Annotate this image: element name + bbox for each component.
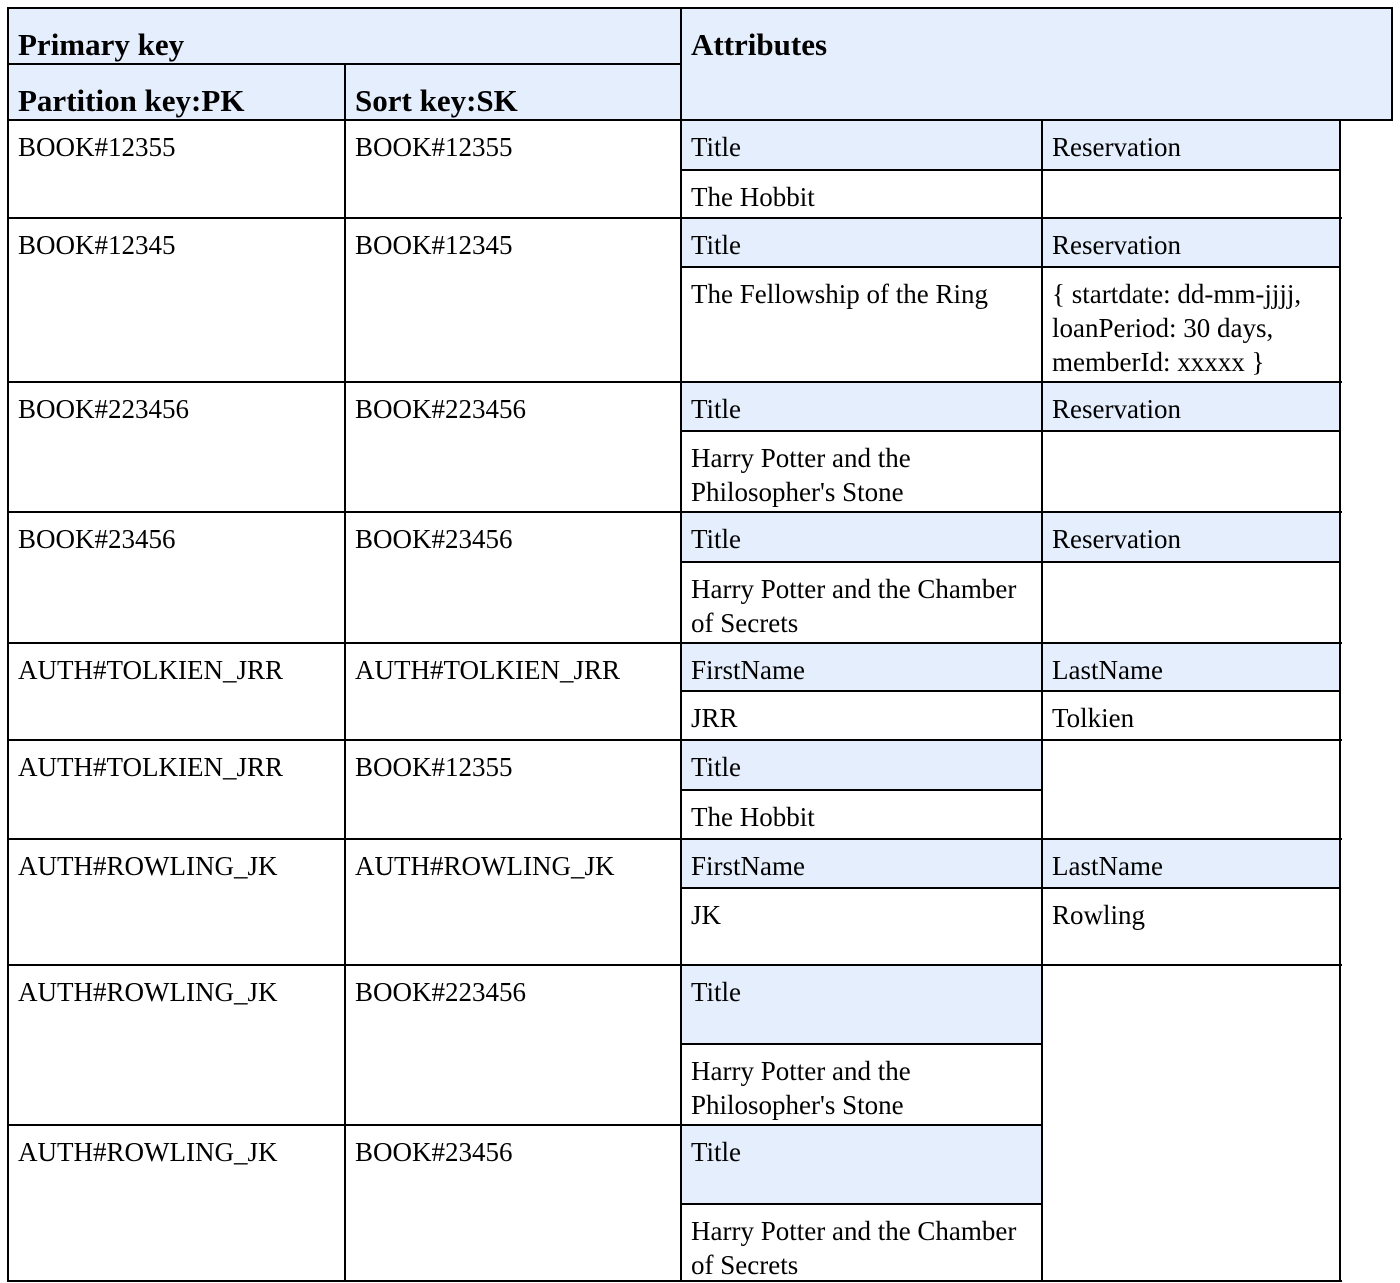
grid-line: [7, 217, 1342, 219]
table-border: [7, 1280, 1342, 1282]
attribute-value: Rowling: [1052, 900, 1146, 930]
sk-cell: BOOK#12345: [355, 230, 513, 260]
attribute-label: Title: [681, 965, 1042, 1044]
attribute-value: Harry Potter and the Philosopher's Stone: [691, 443, 911, 507]
grid-line: [681, 561, 1341, 563]
sk-cell: BOOK#223456: [355, 977, 527, 1007]
grid-line: [681, 266, 1341, 268]
table-border: [7, 7, 9, 1282]
pk-cell: BOOK#12355: [18, 132, 176, 162]
table-border: [1339, 119, 1341, 1282]
partition-key-header: Partition key:PK: [8, 64, 345, 120]
attribute-label: Title: [681, 120, 1042, 170]
attribute-value: Harry Potter and the Philosopher's Stone: [691, 1056, 911, 1120]
grid-line: [7, 739, 1342, 741]
attribute-value: [1042, 431, 1340, 512]
attribute-value: [1042, 562, 1340, 643]
pk-cell: BOOK#23456: [18, 524, 176, 554]
sk-cell: AUTH#ROWLING_JK: [355, 851, 615, 881]
grid-line: [681, 430, 1341, 432]
sk-cell: BOOK#23456: [355, 524, 513, 554]
attribute-value: [1042, 170, 1340, 218]
attribute-label: Title: [681, 1125, 1042, 1204]
grid-line: [7, 964, 1342, 966]
attribute-value: Harry Potter and the Chamber of Secrets: [691, 1216, 1017, 1280]
attribute-value: JK: [691, 900, 722, 930]
grid-line: [681, 1203, 1042, 1205]
attribute-label: Title: [681, 218, 1042, 267]
grid-line: [7, 119, 1393, 121]
table-border: [1391, 7, 1393, 120]
sk-cell: BOOK#23456: [355, 1137, 513, 1167]
grid-line: [681, 887, 1341, 889]
attribute-value: The Hobbit: [691, 182, 815, 212]
sk-cell: BOOK#12355: [355, 132, 513, 162]
attribute-label: LastName: [1042, 839, 1340, 888]
attribute-label: LastName: [1042, 643, 1340, 691]
attributes-header: Attributes: [681, 8, 1392, 120]
attribute-label: Title: [681, 512, 1042, 562]
attribute-label: Reservation: [1042, 382, 1340, 431]
grid-line: [681, 789, 1042, 791]
sk-cell: BOOK#12355: [355, 752, 513, 782]
attribute-label: FirstName: [681, 839, 1042, 888]
grid-line: [681, 169, 1341, 171]
attribute-label: Title: [681, 740, 1042, 790]
pk-cell: AUTH#ROWLING_JK: [18, 851, 278, 881]
sort-key-header: Sort key:SK: [345, 64, 681, 120]
pk-cell: AUTH#TOLKIEN_JRR: [18, 752, 283, 782]
attribute-label: Reservation: [1042, 512, 1340, 562]
grid-line: [7, 511, 1342, 513]
primary-key-header: Primary key: [8, 8, 681, 64]
grid-line: [7, 1124, 1042, 1126]
sk-cell: BOOK#223456: [355, 394, 527, 424]
attribute-label: Reservation: [1042, 218, 1340, 267]
grid-line: [680, 7, 682, 1282]
grid-line: [1041, 119, 1043, 1282]
attribute-value: Tolkien: [1052, 703, 1135, 733]
pk-cell: AUTH#ROWLING_JK: [18, 1137, 278, 1167]
grid-line: [681, 1043, 1042, 1045]
attribute-value: The Hobbit: [691, 802, 815, 832]
pk-cell: AUTH#ROWLING_JK: [18, 977, 278, 1007]
pk-cell: BOOK#12345: [18, 230, 176, 260]
attribute-value: Harry Potter and the Chamber of Secrets: [691, 574, 1017, 638]
attribute-label: FirstName: [681, 643, 1042, 691]
attribute-label: Title: [681, 382, 1042, 431]
pk-cell: BOOK#223456: [18, 394, 190, 424]
grid-line: [681, 690, 1341, 692]
attribute-value: The Fellowship of the Ring: [691, 279, 988, 309]
grid-line: [344, 63, 346, 1282]
pk-cell: AUTH#TOLKIEN_JRR: [18, 655, 283, 685]
attribute-label: Reservation: [1042, 120, 1340, 170]
attribute-value: JRR: [691, 703, 738, 733]
grid-line: [7, 838, 1342, 840]
attribute-value: { startdate: dd-mm-jjjj, loanPeriod: 30 days, memberId: xxxxx }: [1052, 279, 1302, 377]
sk-cell: AUTH#TOLKIEN_JRR: [355, 655, 620, 685]
table-border: [7, 7, 1393, 9]
grid-line: [7, 381, 1342, 383]
grid-line: [7, 642, 1342, 644]
